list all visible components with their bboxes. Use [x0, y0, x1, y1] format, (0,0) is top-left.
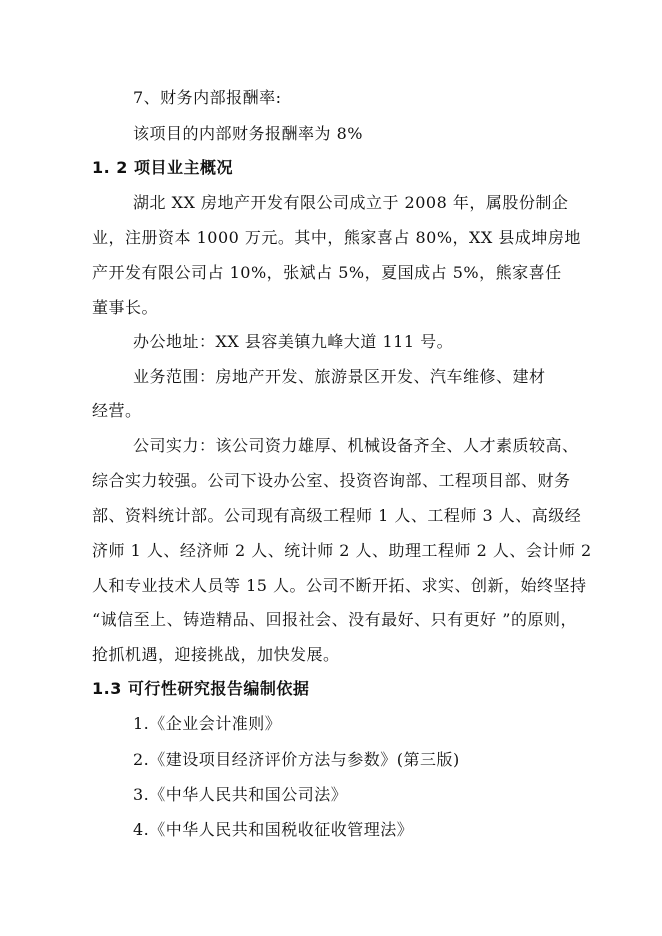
business-line-2: 经营。 [92, 401, 142, 420]
para1-line-4: 董事长。 [92, 298, 159, 317]
item7-title: 7、财务内部报酬率: [133, 88, 282, 107]
section-1-2-heading: 1. 2 项目业主概况 [92, 158, 233, 177]
strength-line-2: 综合实力较强。公司下设办公室、投资咨询部、工程项目部、财务 [92, 471, 571, 490]
basis-item-1: 1.《企业会计准则》 [133, 714, 282, 733]
basis-item-3: 3.《中华人民共和国公司法》 [133, 785, 348, 804]
business-line-1: 业务范围：房地产开发、旅游景区开发、汽车维修、建材 [133, 367, 546, 386]
strength-line-7: 抢抓机遇，迎接挑战，加快发展。 [92, 645, 340, 664]
strength-line-5: 人和专业技术人员等 15 人。公司不断开拓、求实、创新，始终坚持 [92, 576, 587, 595]
strength-line-4: 济师 1 人、经济师 2 人、统计师 2 人、助理工程师 2 人、会计师 2 [92, 541, 592, 560]
strength-line-6: “诚信至上、铸造精品、回报社会、没有最好、只有更好 ”的原则， [92, 610, 577, 629]
para1-line-1: 湖北 XX 房地产开发有限公司成立于 2008 年，属股份制企 [133, 193, 569, 212]
para1-line-2: 业，注册资本 1000 万元。其中，熊家喜占 80%，XX 县成坤房地 [92, 228, 581, 247]
strength-line-3: 部、资料统计部。公司现有高级工程师 1 人、工程师 3 人、高级经 [92, 506, 582, 525]
basis-item-2: 2.《建设项目经济评价方法与参数》(第三版) [133, 750, 460, 769]
item7-text: 该项目的内部财务报酬率为 8% [133, 124, 363, 143]
para1-line-3: 产开发有限公司占 10%，张斌占 5%，夏国成占 5%，熊家喜任 [92, 263, 562, 282]
office-address: 办公地址：XX 县容美镇九峰大道 111 号。 [133, 332, 454, 351]
section-1-3-heading: 1.3 可行性研究报告编制依据 [92, 679, 310, 698]
strength-line-1: 公司实力：该公司资力雄厚、机械设备齐全、人才素质较高、 [133, 436, 579, 455]
basis-item-4: 4.《中华人民共和国税收征收管理法》 [133, 820, 414, 839]
